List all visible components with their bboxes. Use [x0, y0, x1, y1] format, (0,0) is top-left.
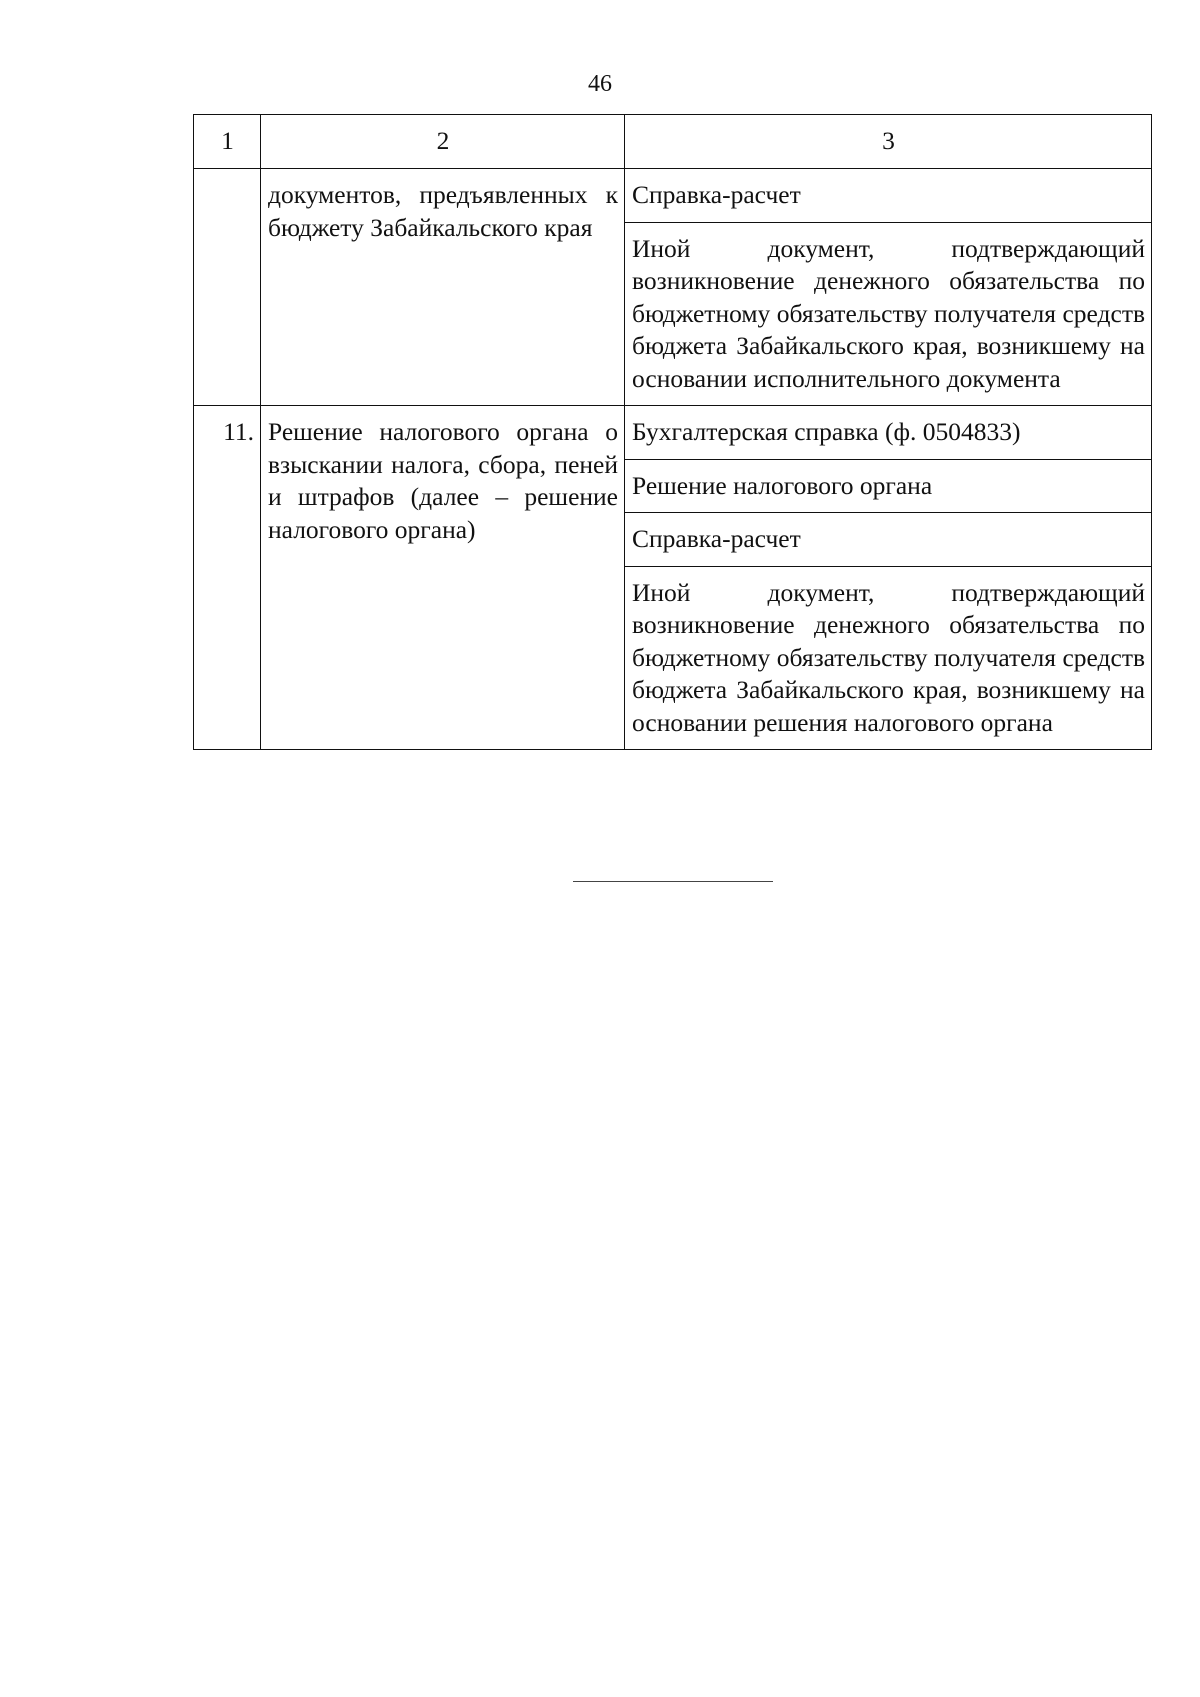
table-row [194, 169, 1152, 223]
row-description: Решение налогового органа о взыскании налога, сбора, пеней и штрафов (далее – решение налогового органа) [261, 406, 625, 750]
document-cell: Иной документ, подтверждающий возникновение денежного обязательства по бюджетному обязательству получателя средств бюджета Забайкальского края, возникшему на основании решения налогового органа [625, 566, 1152, 750]
row-number [194, 169, 261, 406]
document-table [193, 114, 1152, 750]
document-cell: Справка-расчет [625, 513, 1152, 567]
header-row [194, 115, 1152, 169]
column-header-1: 1 [194, 115, 261, 169]
table-header [194, 115, 1152, 169]
document-cell: Справка-расчет [625, 169, 1152, 223]
end-of-document-rule [573, 881, 773, 882]
table-body [194, 169, 1152, 750]
column-header-3: 3 [625, 115, 1152, 169]
column-header-2: 2 [261, 115, 625, 169]
document-cell: Решение налогового органа [625, 459, 1152, 513]
row-description: документов, предъявленных к бюджету Забайкальского края [261, 169, 625, 406]
document-cell: Бухгалтерская справка (ф. 0504833) [625, 406, 1152, 460]
row-number: 11. [194, 406, 261, 750]
document-cell: Иной документ, подтверждающий возникновение денежного обязательства по бюджетному обязательству получателя средств бюджета Забайкальского края, возникшему на основании исполнительного документа [625, 222, 1152, 406]
table-row [194, 406, 1152, 460]
page-number: 46 [588, 71, 612, 97]
